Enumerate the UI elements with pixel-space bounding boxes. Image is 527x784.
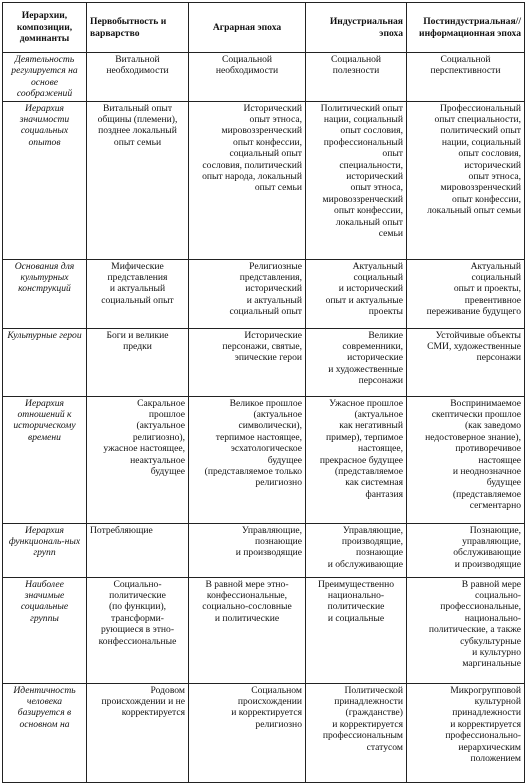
table-cell: Социальной полезности: [306, 53, 407, 102]
header-industrial-epoch: Индустриальная эпоха: [306, 3, 407, 53]
table-cell: В равной мере этно- конфессиональные, социально-сословные и политические: [189, 577, 306, 683]
header-primitive-epoch: Первобытность и варварство: [87, 3, 189, 53]
table-cell: Актуальный социальный опыт и проекты, превентивное переживание будущего: [407, 259, 525, 328]
row-label: Иерархия отношений к историческому времени: [3, 396, 87, 523]
table-cell: Политической принадлежности (гражданстве) и корректируется профессиональным статусом: [306, 683, 407, 782]
table-row: [3, 101, 525, 259]
table-cell: Политический опыт нации, социальный опыт сословия, профессиональный опыт специальности, исторический опыт этноса, мировоззренческий опыт конфессии, локальный опыт семьи: [306, 101, 407, 259]
table-cell: Ужасное прошлое (актуальное как негативный пример), терпимое настоящее, прекрасное будущее (представляемое как системная фантазия: [306, 396, 407, 523]
table-cell: Великое прошлое (актуальное символически), терпимое настоящее, эсхатологическое будущее (представляемое только религиозно: [189, 396, 306, 523]
table-cell: Социально- политические (по функции), трансформи- рующиеся в этно- конфессиональные: [87, 577, 189, 683]
table-row: [3, 396, 525, 523]
table-cell: Сакральное прошлое (актуальное религиозно), ужасное настоящее, неактуальное будущее: [87, 396, 189, 523]
table-cell: Исторический опыт этноса, мировоззренческий опыт конфессии, социальный опыт сословия, политический опыт народа, локальный опыт семьи: [189, 101, 306, 259]
header-postindustrial-epoch: Постиндустриальная// информационная эпоха: [407, 3, 525, 53]
table-row: [3, 577, 525, 683]
table-cell: Микрогрупповой культурной принадлежности и корректируется профессионально- иерархическим положением: [407, 683, 525, 782]
table-cell: Устойчивые объекты СМИ, художественные персонажи: [407, 328, 525, 396]
row-label: Культурные герои: [3, 328, 87, 396]
row-label: Иерархия функциональ-ных групп: [3, 523, 87, 577]
table-cell: Социальном происхождении и корректируется религиозно: [189, 683, 306, 782]
row-label: Наиболее значимые социальные группы: [3, 577, 87, 683]
table-cell: Витальный опыт общины (племени), позднее локальный опыт семьи: [87, 101, 189, 259]
table-cell: Витальной необходимости: [87, 53, 189, 102]
table-cell: Социальной перспективности: [407, 53, 525, 102]
row-label: Деятельность регулируется на основе соображений: [3, 53, 87, 102]
table-cell: Актуальный социальный и исторический опыт и актуальные проекты: [306, 259, 407, 328]
table-row: [3, 259, 525, 328]
table-row: [3, 328, 525, 396]
table-row: [3, 53, 525, 102]
table-row: [3, 523, 525, 577]
table-cell: Мифические представления и актуальный социальный опыт: [87, 259, 189, 328]
table-cell: Управляющие, познающие и производящие: [189, 523, 306, 577]
table-cell: В равной мере социально- профессиональные, национально- политические, а также субкультурные и культурно маргинальные: [407, 577, 525, 683]
row-label: Иерархия значимости социальных опытов: [3, 101, 87, 259]
header-row: [3, 3, 525, 53]
header-agrarian-epoch: Аграрная эпоха: [189, 3, 306, 53]
table-row: [3, 683, 525, 782]
epochs-comparison-table: [2, 2, 525, 783]
row-label: Основания для культурных конструкций: [3, 259, 87, 328]
row-label: Идентичность человека базируется в основном на: [3, 683, 87, 782]
table-cell: Преимущественно национально- политические и социальные: [306, 577, 407, 683]
table-cell: Исторические персонажи, святые, эпические герои: [189, 328, 306, 396]
table-cell: Профессиональный опыт специальности, политический опыт нации, социальный опыт сословия, исторический опыт этноса, мировоззренческий опыт конфессии, локальный опыт семьи: [407, 101, 525, 259]
table-cell: Боги и великие предки: [87, 328, 189, 396]
table-cell: Великие современники, исторические и художественные персонажи: [306, 328, 407, 396]
table-cell: Познающие, управляющие, обслуживающие и производящие: [407, 523, 525, 577]
table-cell: Управляющие, производящие, познающие и обслуживающие: [306, 523, 407, 577]
header-hierarchies: Иерархии, композиции, доминанты: [3, 3, 87, 53]
table-cell: Воспринимаемое скептически прошлое (как заведомо недостоверное знание), противоречивое настоящее и неоднозначное будущее (представляемое сегментарно: [407, 396, 525, 523]
table-cell: Социальной необходимости: [189, 53, 306, 102]
table-cell: Религиозные представления, исторический и актуальный социальный опыт: [189, 259, 306, 328]
table-cell: Родовом происхождении и не корректируется: [87, 683, 189, 782]
table-cell: Потребляющие: [87, 523, 189, 577]
